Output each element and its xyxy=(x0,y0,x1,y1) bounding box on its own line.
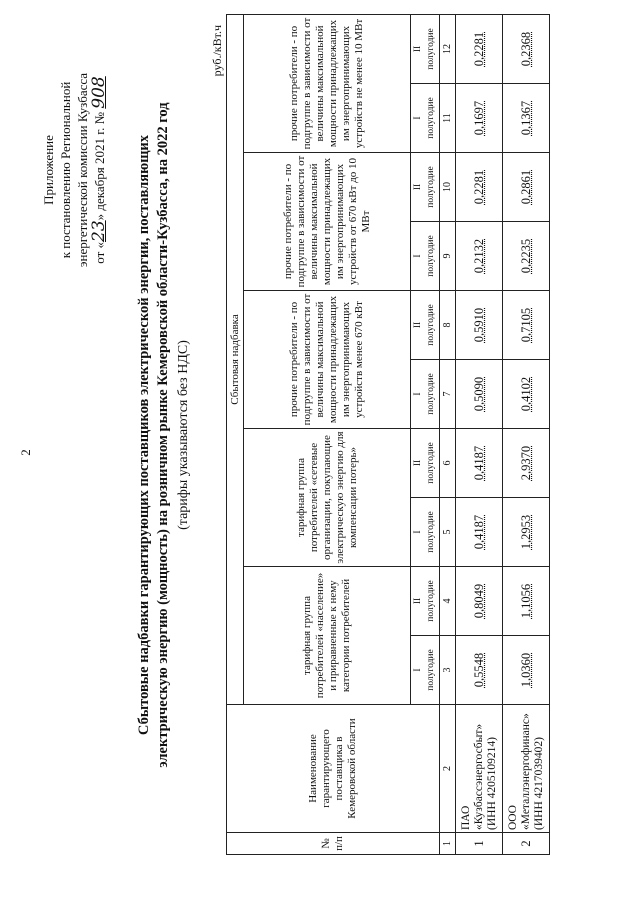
markup-value: 0,5090 xyxy=(456,360,503,429)
appendix-block xyxy=(40,20,108,320)
header-group-network: тарифная группа потребителей «сетевые организации, покупающие электрическую энергию для компенсации потерь» xyxy=(244,429,411,567)
table-row xyxy=(503,15,550,855)
markup-value: 0,1697 xyxy=(456,84,503,153)
title-line-1: Сбытовые надбавки гарантирующих поставщиков электрической энергии, поставляющих xyxy=(136,134,152,736)
appendix-date-prefix: от « xyxy=(92,241,107,264)
markup-value: 0,2368 xyxy=(503,15,550,84)
appendix-day: 23 xyxy=(89,220,109,242)
page-number: 2 xyxy=(18,449,33,456)
column-number: 3 xyxy=(440,636,456,705)
header-group-lt670: прочие потребители - по подгруппе в зависимости от величины максимальной мощности принадлежащих им энергопринимающих устройств менее 670 кВт xyxy=(244,291,411,429)
supplier-name: ООО «Металлэнергофинанс» (ИНН 4217039402) xyxy=(503,705,550,833)
document-subtitle: (тарифы указываются без НДС) xyxy=(176,340,191,530)
markup-value: 1,2953 xyxy=(503,498,550,567)
half-1-header: I полугодие xyxy=(411,222,440,291)
header-group-670-10mw: прочие потребители - по подгруппе в зависимости от величины максимальной мощности принадлежащих им энергопринимающих устройств от 670 кВт до 10 МВт xyxy=(244,153,411,291)
units-label: руб./кВт.ч xyxy=(210,25,224,77)
appendix-number: 908 xyxy=(89,76,109,109)
title-line-2: электрическую энергию (мощность) на розничном рынке Кемеровской области-Кузбасса, на 2022 год xyxy=(155,102,171,768)
markup-value: 0,2132 xyxy=(456,222,503,291)
markup-value: 0,2281 xyxy=(456,15,503,84)
markup-value: 0,2235 xyxy=(503,222,550,291)
document-title xyxy=(135,55,173,815)
markup-value: 1,0360 xyxy=(503,636,550,705)
appendix-line-4 xyxy=(91,20,108,320)
half-2-header: II полугодие xyxy=(411,429,440,498)
row-number: 2 xyxy=(503,833,550,855)
header-supplier-name: Наименование гарантирующего поставщика в Кемеровской области xyxy=(227,705,440,833)
header-no: № п/п xyxy=(227,833,440,855)
appendix-line-2: к постановлению Региональной xyxy=(58,81,73,259)
markup-value: 0,2281 xyxy=(456,153,503,222)
markup-value: 0,4187 xyxy=(456,498,503,567)
half-1-header: I полугодие xyxy=(411,84,440,153)
header-markup: Сбытовая надбавка xyxy=(227,15,244,705)
half-2-header: II полугодие xyxy=(411,291,440,360)
row-number: 1 xyxy=(456,833,503,855)
supplier-name: ПАО «Кузбассэнергосбыт» (ИНН 4205109214) xyxy=(456,705,503,833)
appendix-line-1: Приложение xyxy=(41,135,56,205)
markup-value: 0,5910 xyxy=(456,291,503,360)
markup-value: 0,4102 xyxy=(503,360,550,429)
half-1-header: I полугодие xyxy=(411,498,440,567)
appendix-line-3: энергетической комиссии Кузбасса xyxy=(75,72,90,268)
header-group-population: тарифная группа потребителей «население» и приравненные к нему категории потребителей xyxy=(244,567,411,705)
column-number: 11 xyxy=(440,84,456,153)
column-number: 8 xyxy=(440,291,456,360)
column-number: 6 xyxy=(440,429,456,498)
column-number: 4 xyxy=(440,567,456,636)
markup-value: 0,4187 xyxy=(456,429,503,498)
appendix-date-middle: » декабря 2021 г. № xyxy=(92,111,107,221)
half-1-header: I полугодие xyxy=(411,636,440,705)
markup-value: 0,2861 xyxy=(503,153,550,222)
column-number: 7 xyxy=(440,360,456,429)
column-number: 9 xyxy=(440,222,456,291)
markup-value: 1,1056 xyxy=(503,567,550,636)
half-2-header: II полугодие xyxy=(411,15,440,84)
markup-value: 0,5548 xyxy=(456,636,503,705)
markup-value: 0,7105 xyxy=(503,291,550,360)
markup-value: 0,8049 xyxy=(456,567,503,636)
table-row xyxy=(456,15,503,855)
markup-value: 0,1367 xyxy=(503,84,550,153)
markup-table xyxy=(226,14,550,855)
column-number: 12 xyxy=(440,15,456,84)
column-number: 2 xyxy=(440,705,456,833)
half-2-header: II полугодие xyxy=(411,567,440,636)
header-group-ge10mw: прочие потребители - по подгруппе в зависимости от величины максимальной мощности принадлежащих им энергопринимающих устройств не менее 10 МВт xyxy=(244,15,411,153)
column-number: 1 xyxy=(440,833,456,855)
column-number: 10 xyxy=(440,153,456,222)
half-1-header: I полугодие xyxy=(411,360,440,429)
half-2-header: II полугодие xyxy=(411,153,440,222)
markup-value: 2,9370 xyxy=(503,429,550,498)
column-number: 5 xyxy=(440,498,456,567)
